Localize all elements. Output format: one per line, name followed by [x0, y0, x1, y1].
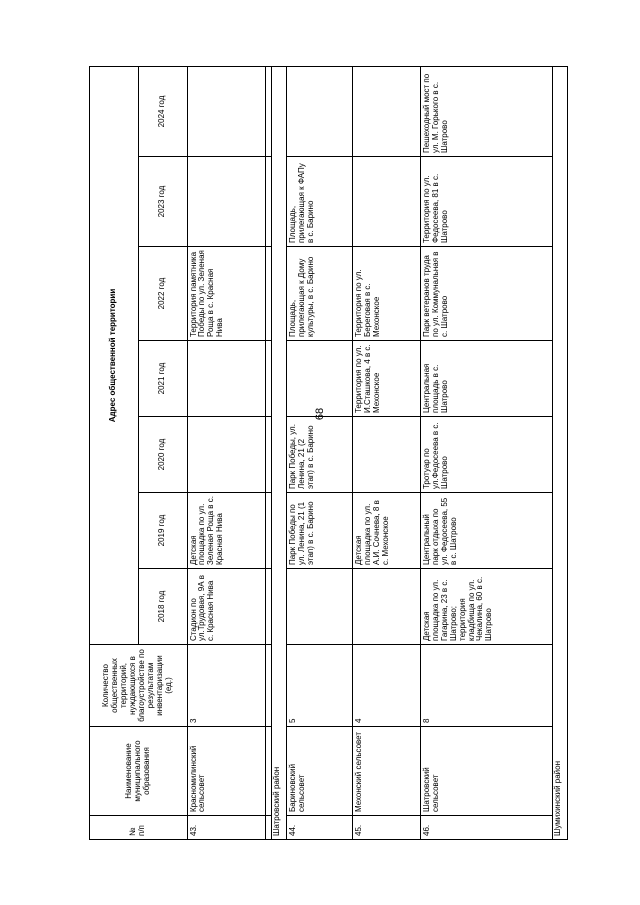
row-year-cell [286, 66, 352, 156]
row-year-cell [352, 66, 420, 156]
row-year-cell: Детская площадка по ул. Гагарина, 23 в с. Шатрово; территория кладбища по ул. Чекалина, 60 в с. Шатрово [420, 569, 552, 645]
row-count: 3 [187, 645, 265, 727]
row-name: Шатровский сельсовет [420, 727, 552, 816]
table-row [187, 66, 265, 839]
row-year-cell: Стадион по ул.Трудовая, 9А в с. Красная Нива [187, 569, 265, 645]
row-year-cell: Центральный парк отдыха по ул. Федосеева, 55 в с. Шатрово [420, 493, 552, 569]
row-num: 43. [187, 816, 265, 840]
row-year-cell: Территория по ул. Береговая в с. Мехонское [352, 247, 420, 341]
header-num: № п/п [89, 816, 187, 840]
row-year-cell: Площадь, прилегающая к ФАПу в с. Барино [286, 157, 352, 247]
row-year-cell: Территория памятника Победы по ул. Зеленая Роща в с. Красная Нива [187, 247, 265, 341]
row-name: Красномилинский сельсовет [187, 727, 265, 816]
row-num: 44. [286, 816, 352, 840]
territories-table [89, 67, 568, 840]
table-row [286, 66, 352, 839]
row-year-cell: Парк Победы, ул. Ленина, 21 (2 этап) в с. Барино [286, 417, 352, 493]
row-year-cell [352, 157, 420, 247]
region-shatrovsky: Шатровский район [271, 66, 286, 839]
row-year-cell [187, 66, 265, 156]
header-address-group: Адрес общественной территории [89, 66, 138, 644]
header-year: 2022 год [138, 247, 187, 341]
header-year: 2019 год [138, 493, 187, 569]
region-shumikhinsky: Шумихинский район [552, 66, 567, 839]
header-name: Наименование муниципального образования [89, 727, 187, 816]
header-year: 2023 год [138, 157, 187, 247]
row-year-cell: Детская площадка по ул. Зеленая Роща в с. Красная Нива [187, 493, 265, 569]
region-row [271, 66, 286, 839]
row-year-cell [286, 341, 352, 417]
table-row [352, 66, 420, 839]
header-row-group [89, 66, 138, 839]
row-year-cell: Центральная площадь в с. Шатрово [420, 341, 552, 417]
row-name: Мехонский сельсовет [352, 727, 420, 816]
row-year-cell [187, 417, 265, 493]
row-year-cell: Пешеходный мост по ул. М. Горького в с. Шатрово [420, 66, 552, 156]
header-year: 2024 год [138, 66, 187, 156]
row-count: 4 [352, 645, 420, 727]
row-year-cell: Площадь, прилегающая к Дому культуры, в с. Барино [286, 247, 352, 341]
row-count: 5 [286, 645, 352, 727]
row-year-cell [352, 569, 420, 645]
row-year-cell: Парк Победы по ул. Ленина, 21 (1 этап) в с. Барино [286, 493, 352, 569]
header-year: 2018 год [138, 569, 187, 645]
row-count: 8 [420, 645, 552, 727]
row-num: 46. [420, 816, 552, 840]
row-num: 45. [352, 816, 420, 840]
table-row [420, 66, 552, 839]
row-year-cell: Детская площадка по ул. А.И. Сочнева, 8 в с. Мехонское [352, 493, 420, 569]
region-row [552, 66, 567, 839]
header-year: 2020 год [138, 417, 187, 493]
row-year-cell: Территория по ул. Федосеева, 81 в с. Шатрово [420, 157, 552, 247]
header-count: Количество общественных территорий, нуждающихся в благоустройстве по результатам инвентаризации (ед.) [89, 645, 187, 727]
row-year-cell [286, 569, 352, 645]
row-year-cell: Тротуар по ул.Федосеева в с. Шатрово [420, 417, 552, 493]
page-number: 68 [314, 407, 326, 421]
row-year-cell: Территория по ул. И.Сташкова, 4 в с. Мехонское [352, 341, 420, 417]
spacer-row [265, 66, 271, 839]
row-year-cell [187, 157, 265, 247]
row-year-cell [187, 341, 265, 417]
row-year-cell: Парк ветеранов труда по ул. Коммунальная в с. Шатрово [420, 247, 552, 341]
row-year-cell [352, 417, 420, 493]
header-year: 2021 год [138, 341, 187, 417]
row-name: Бариновский сельсовет [286, 727, 352, 816]
